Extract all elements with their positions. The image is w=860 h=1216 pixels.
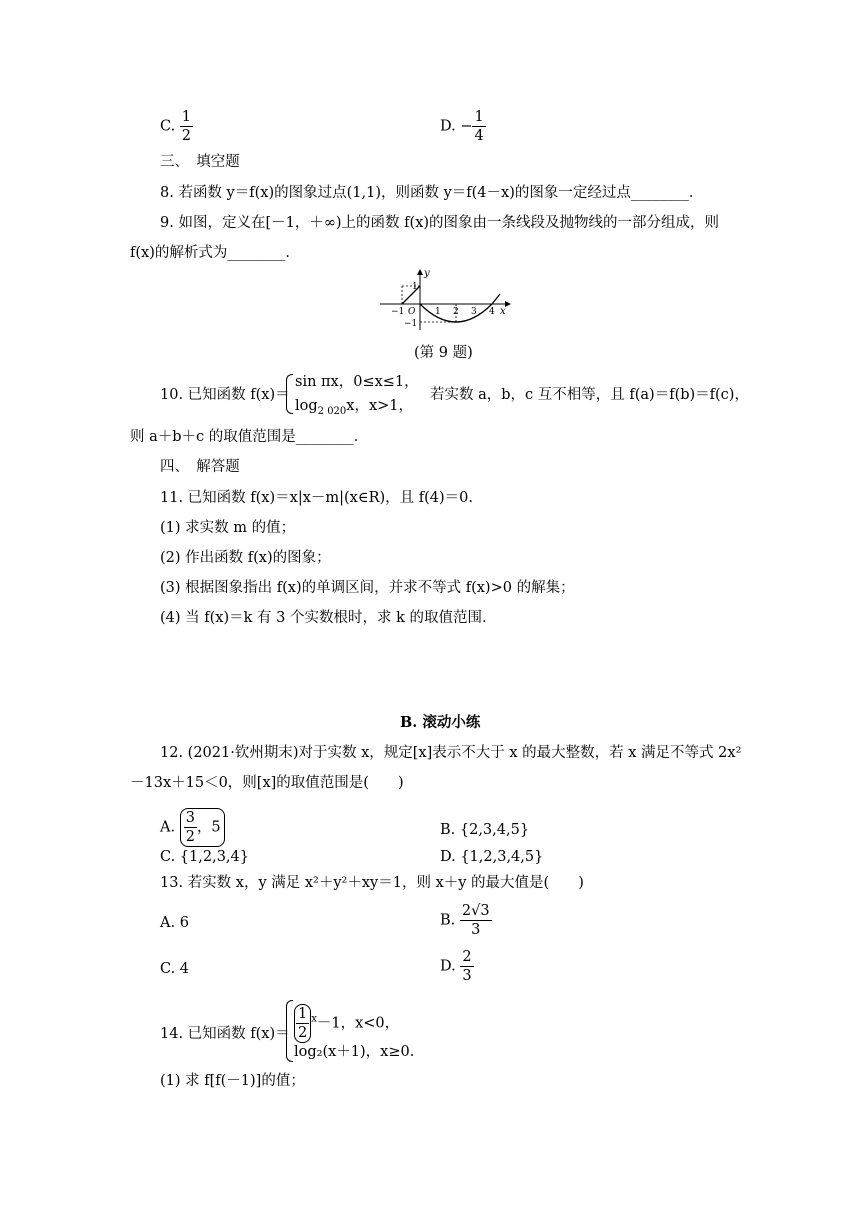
question-11-part4: (4) 当 f(x)＝k 有 3 个实数根时，求 k 的取值范围．	[160, 610, 497, 626]
question-11-part3: (3) 根据图象指出 f(x)的单调区间，并求不等式 f(x)>0 的解集；	[160, 580, 575, 596]
question-12-line1: 12. (2021·钦州期末)对于实数 x，规定[x]表示不大于 x 的最大整数，若 x 满足不等式 2x²	[160, 745, 742, 761]
question-13-option-b: B. $\frac{2√3}{3}$	[440, 903, 490, 938]
question-12-option-b: B. {2,3,4,5}	[440, 822, 530, 838]
question-14-part1: (1) 求 f[f(－1)]的值；	[160, 1073, 305, 1089]
q7-option-d: D. − $\frac{1}{4}$	[440, 109, 484, 144]
svg-text:3: 3	[471, 307, 477, 317]
question-11-part1: (1) 求实数 m 的值；	[160, 520, 296, 536]
section-heading-solve: 四、 解答题	[160, 459, 240, 475]
fraction: $\frac{1}{4}$	[474, 109, 484, 144]
question-12-option-c: C. {1,2,3,4}	[160, 849, 249, 865]
svg-text:−1: −1	[391, 307, 405, 317]
q7-option-c: C. $\frac{1}{2}$	[160, 109, 192, 144]
question-13-option-a: A. 6	[160, 915, 189, 931]
question-12-option-a: A. $\frac{3}{2}$ ，5	[160, 808, 225, 847]
interval-bracket: $\frac{3}{2}$ ，5	[180, 808, 225, 847]
question-9-line2: f(x)的解析式为________．	[130, 245, 300, 261]
figure-9-graph	[378, 266, 518, 332]
question-13-option-c: C. 4	[160, 961, 190, 977]
svg-text:y: y	[424, 268, 430, 279]
svg-text:2: 2	[453, 307, 459, 317]
section-heading-fill-in: 三、 填空题	[160, 154, 240, 170]
fraction: $\frac{2}{3}$	[462, 949, 472, 984]
question-13-stem: 13. 若实数 x，y 满足 x²＋y²＋xy＝1，则 x＋y 的最大值是( )	[160, 875, 584, 891]
question-9-line1: 9. 如图，定义在[－1，＋∞)上的函数 f(x)的图象由一条线段及抛物线的一部分组成，则	[160, 215, 720, 231]
question-10-case2: $\log_{2 020}x$，x>1，	[295, 398, 414, 417]
question-10-line2: 则 a＋b＋c 的取值范围是________．	[130, 429, 369, 445]
svg-text:−1: −1	[404, 319, 418, 329]
piecewise-brace	[286, 374, 293, 414]
question-10-suffix: 若实数 a，b，c 互不相等，且 f(a)＝f(b)＝f(c)，	[430, 387, 749, 403]
question-13-option-d: D. $\frac{2}{3}$	[440, 949, 472, 984]
question-10-prefix: 10. 已知函数 f(x)＝	[160, 387, 290, 403]
section-heading-review: B. 滚动小练	[400, 714, 481, 731]
svg-text:O: O	[408, 307, 416, 317]
question-11-part2: (2) 作出函数 f(x)的图象；	[160, 550, 331, 566]
piecewise-brace	[286, 1000, 293, 1062]
fraction: $\frac{1}{2}$	[181, 109, 192, 144]
question-11-stem: 11. 已知函数 f(x)＝x|x－m|(x∈R)，且 f(4)＝0.	[160, 490, 474, 506]
question-12-option-d: D. {1,2,3,4,5}	[440, 849, 544, 865]
question-8: 8. 若函数 y＝f(x)的图象过点(1,1)，则函数 y＝f(4－x)的图象一定经过点________．	[160, 185, 704, 201]
question-10-case1: sin πx，0≤x≤1，	[295, 374, 419, 390]
question-14-case1: $\frac{1}{2}$ $^x$－1，x<0，	[294, 1004, 399, 1043]
figure-9-caption: (第 9 题)	[414, 345, 473, 361]
svg-text:1: 1	[412, 282, 418, 292]
question-14-case2: log₂(x＋1)，x≥0.	[294, 1044, 415, 1060]
fraction: $\frac{2√3}{3}$	[461, 903, 490, 938]
question-14-prefix: 14. 已知函数 f(x)＝	[160, 1026, 290, 1042]
svg-text:4: 4	[489, 307, 495, 317]
parabola	[420, 294, 500, 322]
question-12-line2: －13x＋15＜0，则[x]的取值范围是( )	[130, 775, 404, 791]
svg-text:1: 1	[435, 307, 441, 317]
svg-text:x: x	[500, 306, 506, 317]
